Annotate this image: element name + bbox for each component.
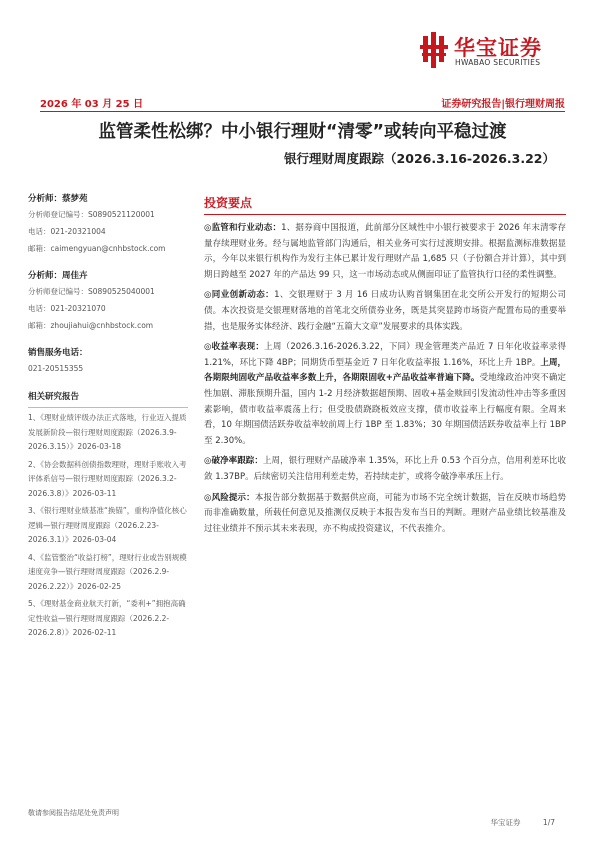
analyst-phone: 电话：021-20321070 [28, 304, 106, 313]
analyst-name: 分析师：周佳卉 [28, 271, 88, 281]
paragraph-bold: 上周，各期限纯固收产品收益率多数上升，各期限固收+产品收益率普遍下降。 [204, 357, 566, 384]
paragraph-yield [204, 340, 566, 449]
paragraph-lead: ◎破净率跟踪： [204, 456, 263, 467]
paragraph-text: 上周（2026.3.16-2026.3.22，下同）现金管理类产品近 7 日年化收益率录得 1.21%，环比下降 4BP；同期货币型基金近 7 日年化收益率报 1.16%，环比上升 1BP。 [204, 342, 567, 368]
logo-name-cn: 华宝证券 [454, 36, 542, 60]
analyst-phone: 电话：021-20321004 [28, 227, 106, 236]
report-title: 监管柔性松绑？中小银行理财“清零”或转向平稳过渡 [98, 122, 507, 142]
paragraph-regulation [204, 221, 566, 283]
related-report-item[interactable]: 1、《理财业绩评级办法正式落地，行业迈入提质发展新阶段—银行理财周度跟踪（2026.3.9-2026.3.15）》2026-03-18 [28, 413, 187, 451]
related-report-item[interactable]: 2、《协会数据科创债指数理财，理财手账收入考评体系信号—银行理财周度跟踪（2026.3.2-2026.3.8）》2026-03-11 [28, 459, 187, 498]
report-header-bar [40, 93, 565, 112]
report-subtitle: 银行理财周度跟踪（2026.3.16-2026.3.22） [284, 151, 555, 166]
sales-phone: 021-20515355 [28, 364, 84, 373]
report-series: 证券研究报告|银行理财周报 [441, 99, 565, 110]
page-number: 1/7 [542, 818, 555, 827]
paragraph-lead: ◎风险提示： [204, 492, 255, 503]
paragraph-lead: ◎同业创新动态： [204, 290, 275, 301]
report-date: 2026 年 03 月 25 日 [40, 99, 144, 110]
paragraph-text: 上周，银行理财产品破净率 1.35%，环比上升 0.53 个百分点，信用利差环比收敛 1.37BP。后续密切关注信用利差走势，若持续走扩，或将令破净率承压上行。 [204, 456, 566, 482]
analyst-email[interactable]: 邮箱：caimengyuan@cnhbstock.com [28, 244, 166, 253]
footer-right [491, 817, 555, 828]
logo-name-en: HWABAO SECURITIES [455, 58, 541, 67]
related-report-item[interactable]: 3、《银行理财业绩基准“换锚”，重构净值化核心逻辑—银行理财周度跟踪（2026.2.23-2026.3.1）》2026-03-04 [28, 506, 187, 544]
analyst-card [28, 192, 188, 257]
paragraph-text: 本报告部分数据基于数据供应商，可能为市场不完全统计数据，旨在反映市场趋势而非准确数量，所载任何意见及推测仅反映于本报告发布当日的判断。理财产品业绩比较基准及过往业绩并不预示其未来表现，亦不构成投资建议，不代表推介。 [204, 492, 566, 534]
paragraph-lead: ◎收益率表现： [204, 342, 265, 353]
analyst-cert: 分析师登记编号：S0890525040001 [28, 287, 155, 296]
footer-disclaimer: 敬请参阅报告结尾处免责声明 [28, 809, 119, 817]
analyst-email[interactable]: 邮箱：zhoujiahui@cnhbstock.com [28, 321, 154, 330]
related-report-item[interactable]: 5、《理财基金商业航天打新，“委利+”拥抱高确定性收益—银行理财周度跟踪（2026.2.2-2026.2.8）》2026-02-11 [28, 599, 186, 637]
main-content [204, 195, 566, 542]
analyst-cert: 分析师登记编号：S0890521120001 [28, 210, 155, 219]
sidebar [28, 192, 188, 641]
analyst-card [28, 269, 188, 334]
sales-label: 销售服务电话： [28, 348, 88, 358]
related-report-item[interactable]: 4、《监管整治“收益打榜”，理财行业或告别规模速度竞争—银行理财周度跟踪（2026.2.9-2026.2.22）》2026-02-25 [28, 552, 187, 591]
paragraph-text: 1、据券商中国报道，此前部分区域性中小银行被要求于 2026 年末清零存量存续理财业务。经与属地监管部门沟通后，相关业务可实行过渡期安排。根据监测标准数据显示，今年以来银行机构作为发行主体已累计发行理财产品 1,685 只（子份额合并计算），其中到期日跨越至 2027 年的产品达 99 只，这一市场动态或从侧面印证了监管执行口径的柔性调整。 [204, 223, 566, 280]
paragraph-innovation [204, 288, 566, 335]
footer-company: 华宝证券 [490, 818, 521, 827]
company-logo [420, 30, 570, 72]
related-reports-heading: 相关研究报告 [28, 390, 188, 408]
paragraph-text: 1、交银理财于 3 月 16 日成功认购首钢集团在北交所公开发行的短期公司债。本次投资是交银理财落地的首笔北交所债券业务，既是其突显跨市场资产配置布局的重要举措，也是服务实体经济、践行金融“五篇大文章”发展要求的具体实践。 [204, 290, 566, 332]
paragraph-tail: 受地缘政治冲突不确定性加剧、滞胀预期升温，国内 1-2 月经济数据超预期、固收+基金赎回引发流动性冲击等多重因素影响，债市收益率震荡上行；但受股债跷跷板效应支撑，债市收益率上行幅度有限。全周来看，10 年期国债活跃券收益率较前周上行 1BP 至 1.83%；30 年期国债活跃券收益率上行 1BP 至 2.30%。 [204, 373, 566, 446]
paragraph-lead: ◎监管和行业动态： [204, 223, 282, 233]
paragraph-breakeven [204, 454, 566, 485]
section-title: 投资要点 [204, 195, 566, 215]
paragraph-risk [204, 491, 566, 538]
analyst-name: 分析师：蔡梦苑 [28, 194, 88, 204]
hwabao-logo-icon [420, 32, 450, 68]
